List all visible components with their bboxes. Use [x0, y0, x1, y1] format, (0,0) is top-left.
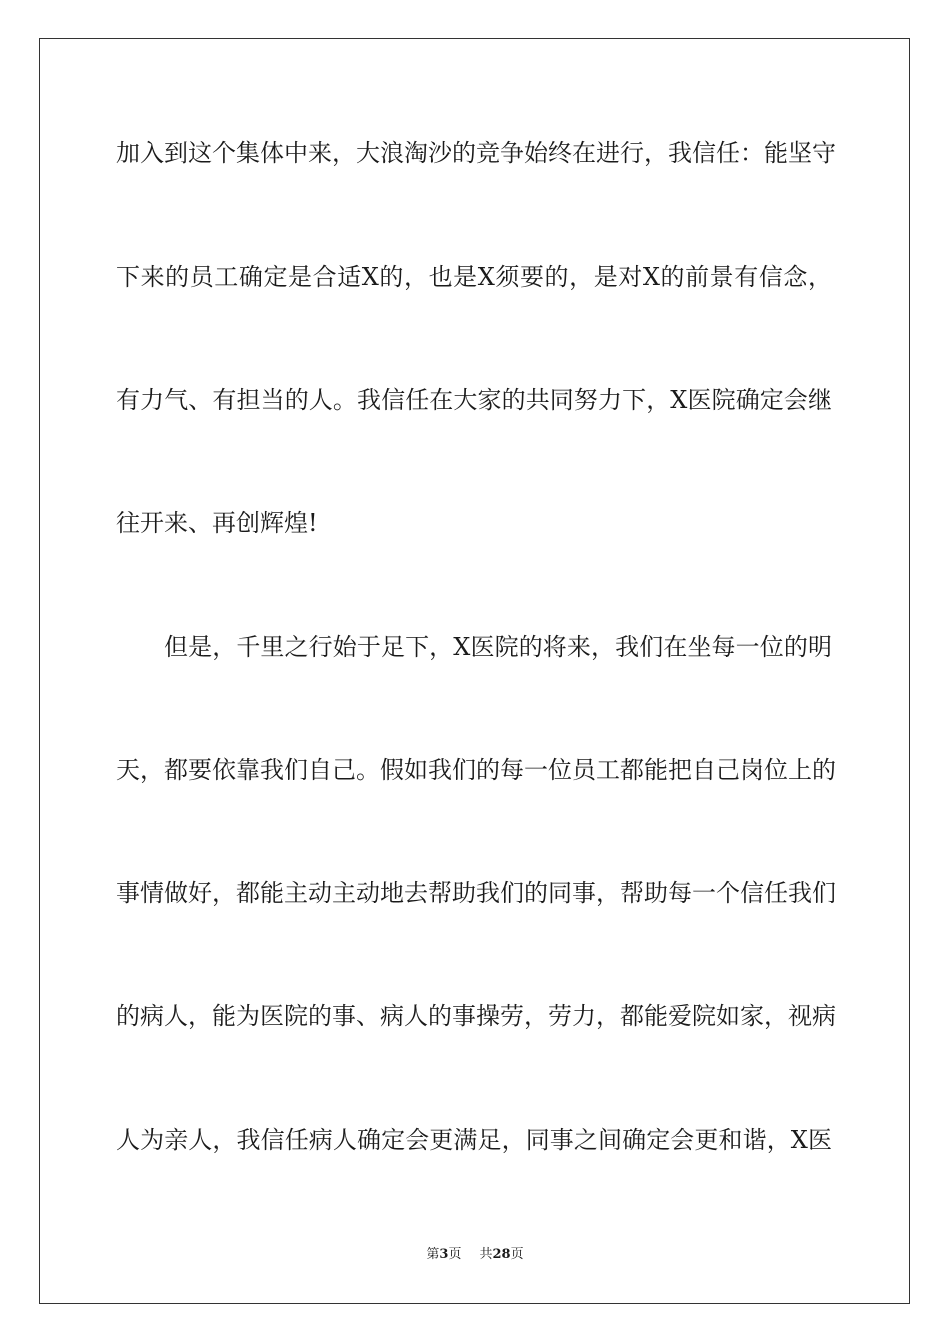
- page-prefix: 第: [426, 1247, 440, 1262]
- total-suffix: 页: [510, 1247, 524, 1262]
- text-line: 的病人，能为医院的事、病人的事操劳，劳力，都能爱院如家，视病: [116, 1002, 836, 1030]
- text-line: 加入到这个集体中来，大浪淘沙的竞争始终在进行，我信任：能坚守: [116, 139, 836, 167]
- page-suffix: 页: [448, 1247, 462, 1262]
- total-pages: 28: [492, 1247, 511, 1262]
- text-line: 天，都要依靠我们自己。假如我们的每一位员工都能把自己岗位上的: [116, 756, 836, 784]
- page-footer: [0, 1245, 950, 1265]
- total-prefix: 共: [479, 1247, 493, 1262]
- text-line: 往开来、再创辉煌!: [116, 509, 318, 537]
- text-line: 下来的员工确定是合适X的，也是X须要的，是对X的前景有信念，: [116, 263, 832, 291]
- page-border: [39, 38, 910, 1304]
- text-line: 人为亲人，我信任病人确定会更满足，同事之间确定会更和谐，X医: [116, 1126, 832, 1154]
- page-number: 3: [439, 1247, 449, 1262]
- text-line: 事情做好，都能主动主动地去帮助我们的同事，帮助每一个信任我们: [116, 879, 836, 907]
- text-line: 但是，千里之行始于足下，X医院的将来，我们在坐每一位的明: [164, 633, 832, 661]
- text-line: 有力气、有担当的人。我信任在大家的共同努力下，X医院确定会继: [116, 386, 832, 414]
